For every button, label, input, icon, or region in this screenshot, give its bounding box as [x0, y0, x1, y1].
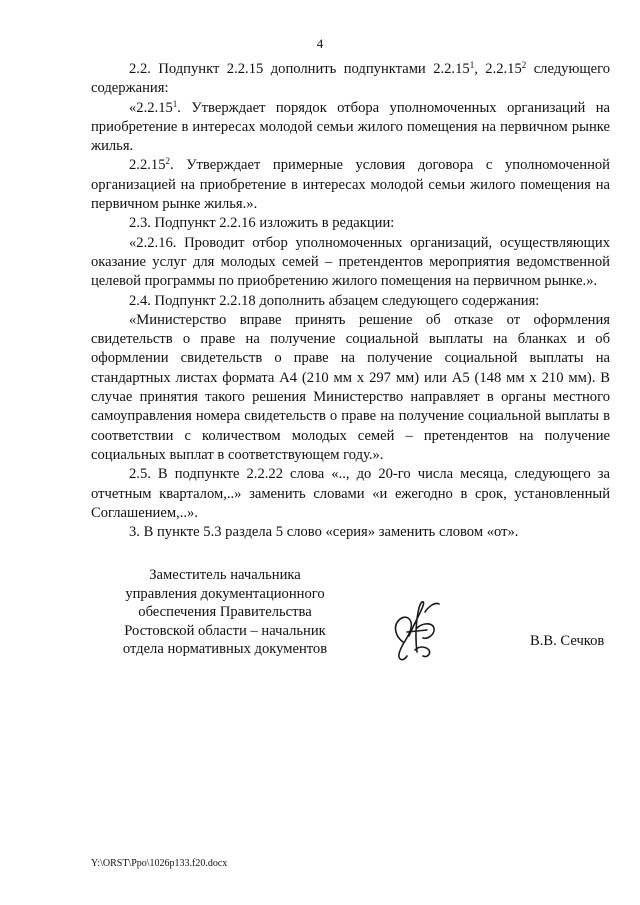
paragraph-2-5: 2.5. В подпункте 2.2.22 слова «.., до 20-го числа месяца, следующего за отчетным кварталом,..» заменить словами «и ежегодно в срок, установленный Соглашением,..».: [91, 466, 610, 521]
signatory-title-line: управления документационного: [125, 585, 325, 602]
paragraph-2-3: 2.3. Подпункт 2.2.16 изложить в редакции:: [129, 215, 395, 232]
paragraph-2-2: [91, 60, 610, 99]
paragraph-2-2-16: «2.2.16. Проводит отбор уполномоченных организаций, осуществляющих оказание услуг для молодых семей – претендентов мероприятия ведомственной целевой программы по приобретению жилого помещения на первичном рынке.».: [91, 234, 610, 290]
superscript: 1: [469, 60, 475, 70]
paragraph-2-2-15-1: [91, 99, 610, 157]
paragraph-3: 3. В пункте 5.3 раздела 5 слово «серия» заменить словом «от».: [129, 524, 519, 541]
paragraph-text: . Утверждает порядок отбора уполномоченных организаций на приобретение в интересах молодой семьи жилого помещения на первичном рынке жилья.: [91, 99, 610, 155]
document-body: [91, 60, 610, 542]
paragraph-2-4: 2.4. Подпункт 2.2.18 дополнить абзацем следующего содержания:: [129, 292, 540, 309]
paragraph-text: 2.2.15: [129, 157, 166, 174]
paragraph-text: , 2.2.15: [474, 61, 522, 77]
paragraph-text: следующего содержания:: [91, 61, 611, 97]
signatory-title: [100, 566, 350, 659]
page-number: 4: [316, 36, 324, 51]
superscript: 1: [172, 98, 178, 109]
paragraph-text: «2.2.15: [129, 99, 173, 116]
signatory-title-line: Ростовской области – начальник: [124, 622, 326, 639]
signatory-name: В.В. Сечков: [530, 633, 605, 649]
superscript: 2: [521, 60, 527, 70]
signatory-title-line: обеспечения Правительства: [138, 604, 312, 620]
signatory-title-line: отдела нормативных документов: [122, 641, 328, 657]
paragraph-2-2-15-2: [91, 156, 610, 214]
file-path-footer: Y:\ORST\Ppo\1026p133.f20.docx: [91, 858, 228, 869]
paragraph-text: 2.2. Подпункт 2.2.15 дополнить подпунктами 2.2.15: [129, 61, 470, 77]
superscript: 2: [165, 156, 170, 167]
handwritten-signature: [385, 592, 445, 670]
signatory-title-line: Заместитель начальника: [149, 567, 301, 583]
paragraph-ministry-quote: «Министерство вправе принять решение об отказе от оформления свидетельств о праве на получение социальной выплаты на бланках и об оформлении свидетельств о праве на получение социальной выплаты на стандартных листах формата А4 (210 мм х 297 мм) или А5 (148 мм х 210 мм). В случае принятия такого решения Министерство направляет в органы местного самоуправления номера свидетельств о праве на получение социальной выплаты в соответствии с количеством молодых семей – претендентов на получение социальных выплат в соответствующем году.».: [91, 311, 610, 463]
paragraph-text: . Утверждает примерные условия договора с уполномоченной организацией на приобретение в интересах молодой семьи жилого помещения на первичном рынке жилья.».: [91, 157, 610, 213]
